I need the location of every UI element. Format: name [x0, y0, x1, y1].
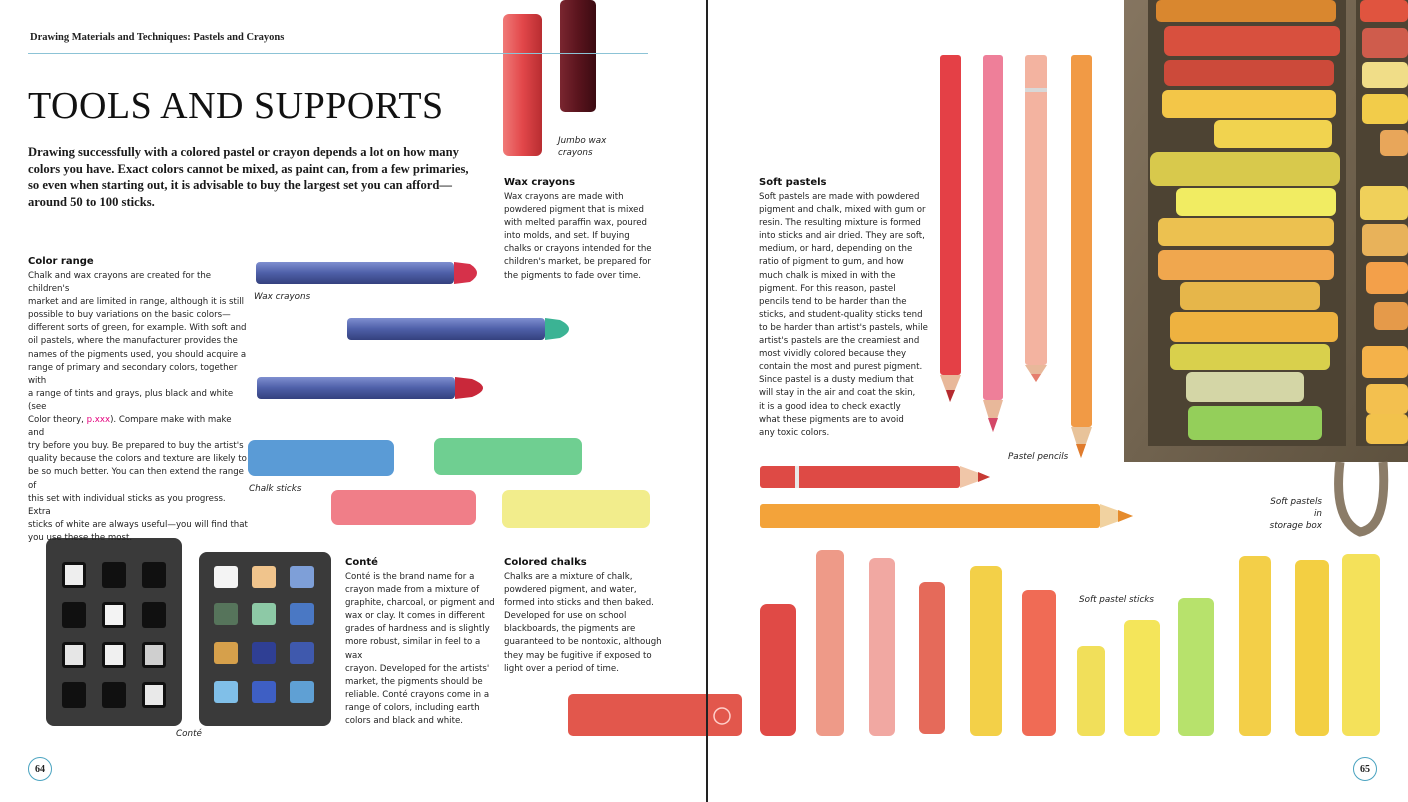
body-line: wax or clay. It comes in different — [345, 611, 485, 622]
body-line: blackboards, the pigments are — [504, 624, 636, 635]
body-line: crayon. Developed for the artists' — [345, 663, 490, 674]
body-line: Chalks are a mixture of chalk, — [504, 572, 633, 582]
red-pastel-stick-icon — [568, 694, 742, 736]
body-line: Wax crayons are made with — [504, 192, 624, 202]
color-range-section — [28, 255, 250, 545]
body-line: graphite, charcoal, or pigment and — [345, 598, 495, 609]
body-line: a range of tints and grays, plus black and white (see — [28, 388, 234, 412]
body-line: reliable. Conté crayons come in a — [345, 689, 490, 700]
caption-jumbo-wax-crayons — [558, 135, 606, 159]
body-line: range of primary and secondary colors, together with — [28, 362, 238, 386]
conte-heading: Conté — [345, 557, 378, 568]
body-line: more robust, similar in feel to a wax — [345, 637, 481, 661]
body-line: possible to buy variations on the basic colors— — [28, 310, 231, 321]
colored-chalks-heading: Colored chalks — [504, 557, 587, 568]
body-line: with melted paraffin wax, poured — [504, 218, 647, 229]
body-line: colors and black and white. — [345, 716, 463, 727]
soft-pastels-section — [759, 176, 929, 440]
wax-crayons-section — [504, 176, 654, 283]
body-line: oil pastels, where the manufacturer provides the — [28, 336, 238, 347]
pastel-pencil-icon — [940, 55, 1092, 458]
body-line: much chalk is mixed in with the — [759, 270, 896, 281]
body-line: market, the pigments should be — [345, 676, 483, 687]
caption-line: crayons — [558, 148, 593, 158]
caption-wax-crayons: Wax crayons — [254, 292, 311, 302]
body-line: pigment. For this reason, pastel — [759, 283, 896, 294]
running-head: Drawing Materials and Techniques: Pastels and Crayons — [30, 32, 285, 43]
body-line: resin. The resulting mixture is formed — [759, 218, 921, 229]
body-line: children's market, be prepared for — [504, 257, 651, 268]
body-line: ratio of pigment to gum, and how — [759, 257, 904, 268]
body-line: they may be fugitive if exposed to — [504, 650, 652, 661]
body-line: powdered pigment that is mixed — [504, 205, 644, 216]
body-line: different sorts of green, for example. With soft and — [28, 323, 247, 334]
body-line: it is a good idea to check exactly — [759, 401, 901, 412]
body-line: pencils tend to be harder than the — [759, 296, 907, 307]
body-line: will stay in the air and coat the skin, — [759, 388, 916, 399]
page-title: TOOLS AND SUPPORTS — [28, 85, 444, 127]
caption-chalk-sticks: Chalk sticks — [249, 484, 302, 494]
wax-crayons-body — [504, 191, 654, 283]
body-line: try before you buy. Be prepared to buy the artist's — [28, 441, 244, 452]
body-line: into molds, and set. If buying — [504, 231, 630, 242]
body-line: sticks of white are always useful—you will find that — [28, 519, 248, 530]
soft-pastels-body — [759, 191, 929, 440]
caption-soft-pastels-storage — [1260, 496, 1322, 532]
intro-paragraph — [28, 144, 496, 210]
caption-pastel-pencils: Pastel pencils — [1008, 452, 1069, 462]
page-number-left: 64 — [28, 757, 52, 781]
body-line: crayon made from a mixture of — [345, 585, 480, 596]
conte-tray-icon — [46, 538, 331, 726]
soft-pastels-heading: Soft pastels — [759, 177, 827, 188]
body-line: you use these the most. — [28, 532, 133, 543]
body-line: most vividly colored because they — [759, 349, 907, 360]
body-line: this set with individual sticks as you progress. Extra — [28, 493, 226, 517]
body-line: ). Compare make with make and — [28, 415, 232, 439]
intro-line: colors you have. Exact colors cannot be mixed, as paint can, from a few primaries, — [28, 161, 469, 176]
body-line: medium, or hard, depending on the — [759, 244, 913, 255]
caption-conte: Conté — [176, 729, 202, 739]
body-line: quality because the colors and texture are likely to — [28, 454, 247, 465]
cross-reference-link[interactable]: p.xxx — [86, 415, 111, 426]
body-line: chalks or crayons intended for the — [504, 244, 652, 255]
intro-line: Drawing successfully with a colored pastel or crayon depends a lot on how many — [28, 145, 459, 159]
body-line: market and are limited in range, although it is still — [28, 297, 245, 308]
body-line: sticks, and student-quality sticks tend — [759, 309, 923, 320]
body-line: Color theory, — [28, 415, 87, 426]
colored-chalks-section — [504, 556, 664, 676]
body-line: to be harder than artist's pastels, while — [759, 322, 928, 333]
intro-line: so even when starting out, it is advisable to buy the largest set you can afford— — [28, 178, 452, 192]
body-line: light over a period of time. — [504, 663, 619, 674]
caption-line: storage box — [1269, 521, 1322, 531]
body-line: Conté is the brand name for a — [345, 572, 475, 582]
body-line: grades of hardness and is slightly — [345, 624, 490, 635]
intro-line: around 50 to 100 sticks. — [28, 194, 155, 209]
body-line: pigment and chalk, mixed with gum or — [759, 205, 926, 216]
colored-chalks-body — [504, 571, 664, 676]
body-line: powdered pigment, and water, — [504, 585, 637, 596]
chalk-stick-icon — [248, 438, 650, 528]
body-line: Developed for use on school — [504, 611, 627, 622]
caption-soft-pastel-sticks: Soft pastel sticks — [1079, 595, 1154, 605]
body-line: what these pigments are to avoid — [759, 414, 904, 425]
body-line: names of the pigments used, you should acquire a — [28, 349, 247, 360]
conte-body — [345, 571, 495, 728]
body-line: Since pastel is a dusty medium that — [759, 375, 914, 386]
header-rule — [28, 53, 648, 54]
pastel-stick-icon — [760, 550, 1380, 736]
body-line: into sticks and air dried. They are soft, — [759, 231, 925, 242]
caption-line: Soft pastels in — [1270, 497, 1322, 519]
body-line: Chalk and wax crayons are created for the children's — [28, 271, 212, 295]
wax-crayons-heading: Wax crayons — [504, 177, 576, 188]
pastel-pencil-horizontal-icon — [760, 466, 1133, 528]
body-line: any toxic colors. — [759, 427, 830, 438]
body-line: Soft pastels are made with powdered — [759, 192, 920, 202]
page-number-right: 65 — [1353, 757, 1377, 781]
body-line: be so much better. You can then extend the range of — [28, 467, 244, 491]
body-line: formed into sticks and then baked. — [504, 598, 654, 609]
body-line: contain the most and purest pigment. — [759, 362, 923, 373]
jumbo-wax-crayons-icon — [503, 0, 596, 156]
gutter-line — [706, 0, 708, 802]
color-range-body — [28, 270, 250, 545]
storage-box-icon — [1124, 0, 1408, 532]
caption-line: Jumbo wax — [558, 136, 607, 146]
body-line: guaranteed to be nontoxic, although — [504, 637, 662, 648]
body-line: the pigments to fade over time. — [504, 270, 641, 281]
body-line: artist's pastels are the creamiest and — [759, 336, 920, 347]
body-line: range of colors, including earth — [345, 702, 480, 713]
color-range-heading: Color range — [28, 256, 94, 267]
conte-section — [345, 556, 495, 728]
